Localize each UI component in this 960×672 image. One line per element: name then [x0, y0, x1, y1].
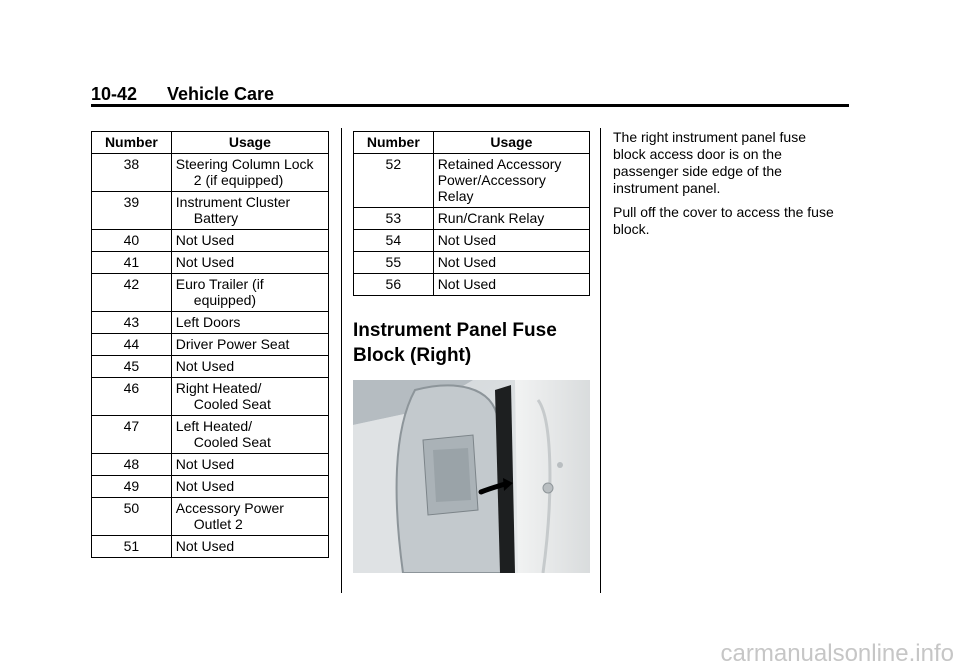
fuse-number-cell: 53	[354, 208, 434, 230]
fuse-usage-cell	[171, 274, 328, 312]
usage-line: Not Used	[175, 358, 235, 374]
table-row	[354, 154, 590, 208]
fuse-number-cell: 40	[92, 230, 172, 252]
usage-line: Cooled Seat	[193, 396, 271, 412]
table-row	[92, 356, 329, 378]
fuse-number-cell: 50	[92, 498, 172, 536]
fuse-usage-cell	[171, 498, 328, 536]
fuse-usage-cell	[171, 378, 328, 416]
usage-text	[438, 232, 585, 248]
fuse-usage-cell	[171, 252, 328, 274]
fuse-usage-cell	[171, 192, 328, 230]
page-number: 10-42	[91, 84, 138, 104]
fuse-number-cell: 52	[354, 154, 434, 208]
column-divider-2	[600, 128, 601, 593]
column-header-number: Number	[354, 132, 434, 154]
usage-line: Not Used	[175, 478, 235, 494]
fuse-usage-cell	[433, 154, 589, 208]
usage-text	[176, 538, 324, 554]
fuse-number-cell: 46	[92, 378, 172, 416]
table-row	[92, 416, 329, 454]
usage-line: Not Used	[175, 254, 235, 270]
usage-line: Run/Crank Relay	[437, 210, 545, 226]
table-row	[92, 312, 329, 334]
fuse-usage-cell	[433, 274, 589, 296]
usage-line: 2 (if equipped)	[193, 172, 284, 188]
usage-text	[176, 276, 324, 308]
column-divider-1	[341, 128, 342, 593]
usage-text	[176, 418, 324, 450]
fuse-number-cell: 45	[92, 356, 172, 378]
fuse-number-cell: 49	[92, 476, 172, 498]
usage-line: Left Doors	[175, 314, 241, 330]
vehicle-photo-illustration	[353, 380, 590, 573]
usage-line: Not Used	[175, 232, 235, 248]
table-header-row	[92, 132, 329, 154]
usage-line: equipped)	[193, 292, 257, 308]
usage-line: Instrument Cluster	[175, 194, 291, 210]
usage-line: Outlet 2	[193, 516, 243, 532]
fuse-usage-cell	[433, 252, 589, 274]
table-row	[92, 454, 329, 476]
usage-line: Steering Column Lock	[175, 156, 314, 172]
site-watermark: carmanualsonline.info	[720, 640, 954, 667]
usage-text	[176, 380, 324, 412]
usage-text	[438, 276, 585, 292]
fuse-number-cell: 43	[92, 312, 172, 334]
fuse-usage-cell	[171, 230, 328, 252]
table-row	[354, 274, 590, 296]
fuse-number-cell: 55	[354, 252, 434, 274]
fuse-usage-cell	[171, 154, 328, 192]
fuse-usage-cell	[433, 230, 589, 252]
fuse-usage-cell	[171, 334, 328, 356]
usage-line: Left Heated/	[175, 418, 253, 434]
table-row	[92, 252, 329, 274]
paragraph-instruction: Pull off the cover to access the fuse block.	[613, 204, 834, 237]
fuse-usage-cell	[171, 416, 328, 454]
usage-text	[438, 210, 585, 226]
fuse-usage-cell	[433, 208, 589, 230]
chapter-title: Vehicle Care	[167, 84, 275, 104]
table-row	[354, 230, 590, 252]
usage-text	[176, 336, 324, 352]
usage-line: Not Used	[437, 254, 497, 270]
table-row	[92, 192, 329, 230]
fuse-number-cell: 47	[92, 416, 172, 454]
fuse-usage-cell	[171, 536, 328, 558]
table-header-row	[354, 132, 590, 154]
usage-text	[176, 254, 324, 270]
usage-text	[176, 156, 324, 188]
usage-text	[176, 478, 324, 494]
usage-text	[176, 232, 324, 248]
fuse-number-cell: 48	[92, 454, 172, 476]
column-header-number: Number	[92, 132, 172, 154]
table-row	[92, 476, 329, 498]
usage-text	[176, 358, 324, 374]
table-row	[92, 498, 329, 536]
paragraph-location: The right instrument panel fuse block access door is on the passenger side edge of the instrument panel.	[613, 129, 806, 196]
fuse-usage-cell	[171, 356, 328, 378]
fuse-number-cell: 54	[354, 230, 434, 252]
fuse-number-cell: 51	[92, 536, 172, 558]
body-text	[613, 129, 835, 245]
fuse-usage-cell	[171, 312, 328, 334]
usage-line: Right Heated/	[175, 380, 262, 396]
fuse-usage-cell	[171, 454, 328, 476]
table-row	[92, 274, 329, 312]
usage-text	[176, 194, 324, 226]
table-row	[92, 536, 329, 558]
usage-text	[438, 254, 585, 270]
usage-line: Not Used	[437, 232, 497, 248]
fuse-number-cell: 56	[354, 274, 434, 296]
fuse-number-cell: 38	[92, 154, 172, 192]
fuse-number-cell: 42	[92, 274, 172, 312]
usage-text	[176, 456, 324, 472]
section-heading: Instrument Panel Fuse Block (Right)	[353, 320, 557, 366]
fuse-block-door-photo	[353, 380, 590, 573]
table-row	[92, 154, 329, 192]
usage-line: Driver Power Seat	[175, 336, 290, 352]
usage-line: Not Used	[437, 276, 497, 292]
table-row	[92, 378, 329, 416]
usage-line: Battery	[193, 210, 239, 226]
usage-line: Not Used	[175, 456, 235, 472]
table-row	[92, 334, 329, 356]
table-row	[354, 208, 590, 230]
usage-text	[176, 314, 324, 330]
header-rule	[91, 104, 849, 107]
fuse-table-right	[353, 131, 590, 296]
fuse-number-cell: 39	[92, 192, 172, 230]
column-header-usage: Usage	[171, 132, 328, 154]
table-row	[92, 230, 329, 252]
column-header-usage: Usage	[433, 132, 589, 154]
usage-text	[438, 156, 585, 204]
usage-line: Relay	[437, 188, 474, 204]
fuse-number-cell: 44	[92, 334, 172, 356]
usage-line: Power/Accessory	[437, 172, 546, 188]
fuse-number-cell: 41	[92, 252, 172, 274]
usage-line: Euro Trailer (if	[175, 276, 264, 292]
fuse-usage-cell	[171, 476, 328, 498]
usage-line: Accessory Power	[175, 500, 284, 516]
table-row	[354, 252, 590, 274]
usage-text	[176, 500, 324, 532]
usage-line: Retained Accessory	[437, 156, 562, 172]
usage-line: Cooled Seat	[193, 434, 271, 450]
fuse-table-left	[91, 131, 329, 558]
page-header	[91, 84, 849, 104]
usage-line: Not Used	[175, 538, 235, 554]
